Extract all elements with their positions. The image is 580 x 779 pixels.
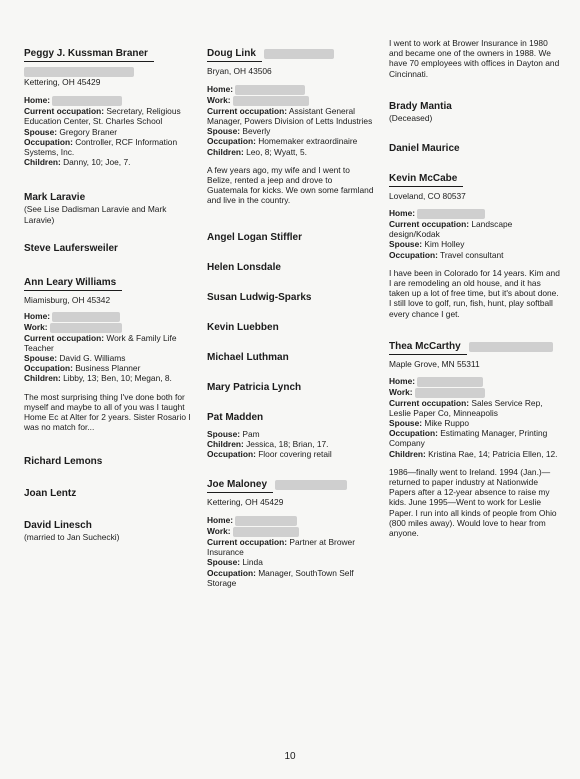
occupation-line: Occupation: Travel consultant xyxy=(389,249,504,260)
home-line: Home: xyxy=(207,515,375,526)
entry-note: (Deceased) xyxy=(389,112,433,123)
redacted-phone xyxy=(233,96,309,106)
current-occupation-line: Current occupation: Assistant General Manager, Powers Division of Letts Industries xyxy=(207,105,373,126)
spouse-line: Spouse: David G. Williams xyxy=(24,353,126,364)
current-occupation-line: Current occupation: Work & Family Life Teacher xyxy=(24,332,177,353)
redacted-phone xyxy=(235,516,297,526)
entry-name: Brady Mantia xyxy=(389,100,452,112)
redacted-phone xyxy=(235,85,305,95)
children-line: Children: Leo, 8; Wyatt, 5. xyxy=(207,146,308,157)
entry-link xyxy=(207,48,375,206)
entry-laravie xyxy=(24,192,192,224)
work-line: Work: xyxy=(207,526,375,537)
entry-story: A few years ago, my wife and I went to Belize, rented a jeep and drove to Guatemala for kicks. We own some farmland and live in the country. xyxy=(207,164,374,206)
entry-name: Mary Patricia Lynch xyxy=(207,381,302,393)
redacted-phone xyxy=(52,312,120,322)
redacted-phone xyxy=(417,377,483,387)
entry-laufersweiler xyxy=(24,243,192,255)
entry-name: Kevin Luebben xyxy=(207,321,279,333)
entry-story: I have been in Colorado for 14 years. Kim and I are remodeling an old house, and it has taken up a lot of free time, but it's about done. I still love to golf, run, fish, hunt, play softball every chance I get. xyxy=(389,267,560,319)
occupation-line: Occupation: Controller, RCF Information Systems, Inc. xyxy=(24,136,178,158)
redacted-phone xyxy=(417,209,485,219)
entry-note: (See Lise Dadisman Laravie and Mark Laravie) xyxy=(24,204,167,225)
occupation-line: Occupation: Business Planner xyxy=(24,363,141,374)
spouse-line: Spouse: Kim Holley xyxy=(389,239,465,250)
entry-name: Steve Laufersweiler xyxy=(24,242,118,254)
redacted-address xyxy=(24,67,134,77)
entry-mccabe xyxy=(389,173,561,319)
entry-lonsdale xyxy=(207,262,375,274)
children-line: Children: Libby, 13; Ben, 10; Megan, 8. xyxy=(24,373,172,384)
spouse-line: Spouse: Mike Ruppo xyxy=(389,418,470,428)
redacted-address xyxy=(469,342,553,352)
entry-story: I went to work at Brower Insurance in 1980 and became one of the owners in 1988. We have 70 employees with offices in Dayton and Cincinnati. xyxy=(389,38,560,79)
redacted-phone xyxy=(415,388,485,398)
entry-name: Pat Madden xyxy=(207,411,264,423)
entry-location: Kettering, OH 45429 xyxy=(24,77,101,88)
entry-location: Loveland, CO 80537 xyxy=(389,191,466,202)
entry-stiffler xyxy=(207,232,375,244)
entry-location: Miamisburg, OH 45342 xyxy=(24,294,111,305)
home-line: Home: xyxy=(24,311,192,322)
page-number: 10 xyxy=(284,751,296,762)
entry-ludwig xyxy=(207,292,375,304)
current-occupation-line: Current occupation: Secretary, Religious Education Center, St. Charles School xyxy=(24,106,181,127)
entry-madden xyxy=(207,412,375,460)
entry-story: 1986—finally went to Ireland. 1994 (Jan.)—returned to paper industry at Nationwide Papers after a 12-year absence to raise my kids. June 1995—Went to work for Leslie Paper. I run into all kinds of people from Ohio (800 miles away). Would love to hear from anyone. xyxy=(389,466,557,539)
children-line: Children: Danny, 10; Joe, 7. xyxy=(24,157,131,168)
entry-name: Helen Lonsdale xyxy=(207,261,281,273)
entry-mantia xyxy=(389,101,561,123)
current-occupation-line: Current occupation: Landscape design/Kodak xyxy=(389,219,513,240)
occupation-line: Occupation: Estimating Manager, Printing Company xyxy=(389,428,548,449)
entry-name: Angel Logan Stiffler xyxy=(207,231,302,243)
entry-note: (married to Jan Suchecki) xyxy=(24,532,120,543)
column-1 xyxy=(24,48,192,543)
entry-location: Bryan, OH 43506 xyxy=(207,66,272,76)
entry-maurice xyxy=(389,143,561,155)
entry-name: Kevin McCabe xyxy=(389,173,463,187)
entry-name: Ann Leary Williams xyxy=(24,277,122,291)
entry-name: David Linesch xyxy=(24,520,92,532)
entry-name: Richard Lemons xyxy=(24,456,103,468)
spouse-line: Spouse: Linda xyxy=(207,557,263,568)
entry-name: Joan Lentz xyxy=(24,488,77,500)
home-line: Home: xyxy=(389,208,561,219)
entry-name: Thea McCarthy xyxy=(389,341,467,355)
entry-location: Kettering, OH 45429 xyxy=(207,497,284,508)
entry-lentz xyxy=(24,488,192,500)
entry-name: Susan Ludwig-Sparks xyxy=(207,291,312,303)
spouse-line: Spouse: Pam xyxy=(207,428,260,439)
entry-name: Daniel Maurice xyxy=(389,143,460,155)
redacted-address xyxy=(264,49,334,59)
redacted-phone xyxy=(52,96,122,106)
current-occupation-line: Current occupation: Sales Service Rep, Leslie Paper Co, Minneapolis xyxy=(389,397,543,418)
entry-mccarthy xyxy=(389,341,561,538)
entry-name: Peggy J. Kussman Braner xyxy=(24,48,154,62)
work-line: Work: xyxy=(207,95,375,106)
column-2 xyxy=(207,48,375,588)
home-line: Home: xyxy=(389,376,561,387)
entry-luebben xyxy=(207,322,375,334)
entry-name: Joe Maloney xyxy=(207,479,273,493)
entry-williams xyxy=(24,277,192,433)
entry-linesch xyxy=(24,520,192,542)
occupation-line: Occupation: Floor covering retail xyxy=(207,449,332,459)
work-line: Work: xyxy=(24,322,192,333)
entry-luthman xyxy=(207,352,375,364)
spouse-line: Spouse: Beverly xyxy=(207,126,271,137)
entry-maloney xyxy=(207,479,375,588)
home-line: Home: xyxy=(207,84,375,95)
column-3 xyxy=(389,38,561,538)
entry-braner xyxy=(24,48,192,167)
spouse-line: Spouse: Gregory Braner xyxy=(24,126,118,137)
current-occupation-line: Current occupation: Partner at Brower Insurance xyxy=(207,536,355,558)
occupation-line: Occupation: Manager, SouthTown Self Storage xyxy=(207,567,354,588)
entry-lynch xyxy=(207,382,375,394)
work-line: Work: xyxy=(389,387,561,398)
entry-lemons xyxy=(24,456,192,468)
redacted-address xyxy=(275,480,347,490)
entry-location: Maple Grove, MN 55311 xyxy=(389,358,480,369)
redacted-phone xyxy=(233,527,299,537)
children-line: Children: Jessica, 18; Brian, 17. xyxy=(207,438,329,449)
redacted-phone xyxy=(50,323,122,333)
entry-name: Mark Laravie xyxy=(24,192,86,204)
children-line: Children: Kristina Rae, 14; Patricia Ellen, 12. xyxy=(389,448,558,459)
entry-name: Doug Link xyxy=(207,48,262,62)
entry-story: The most surprising thing I've done both for myself and maybe to all of you was I taught Home Ec at Alter for 2 years. Sister Rosario I was no match for... xyxy=(24,391,191,433)
occupation-line: Occupation: Homemaker extraordinaire xyxy=(207,136,358,147)
entry-name: Michael Luthman xyxy=(207,351,289,363)
home-line: Home: xyxy=(24,95,192,106)
